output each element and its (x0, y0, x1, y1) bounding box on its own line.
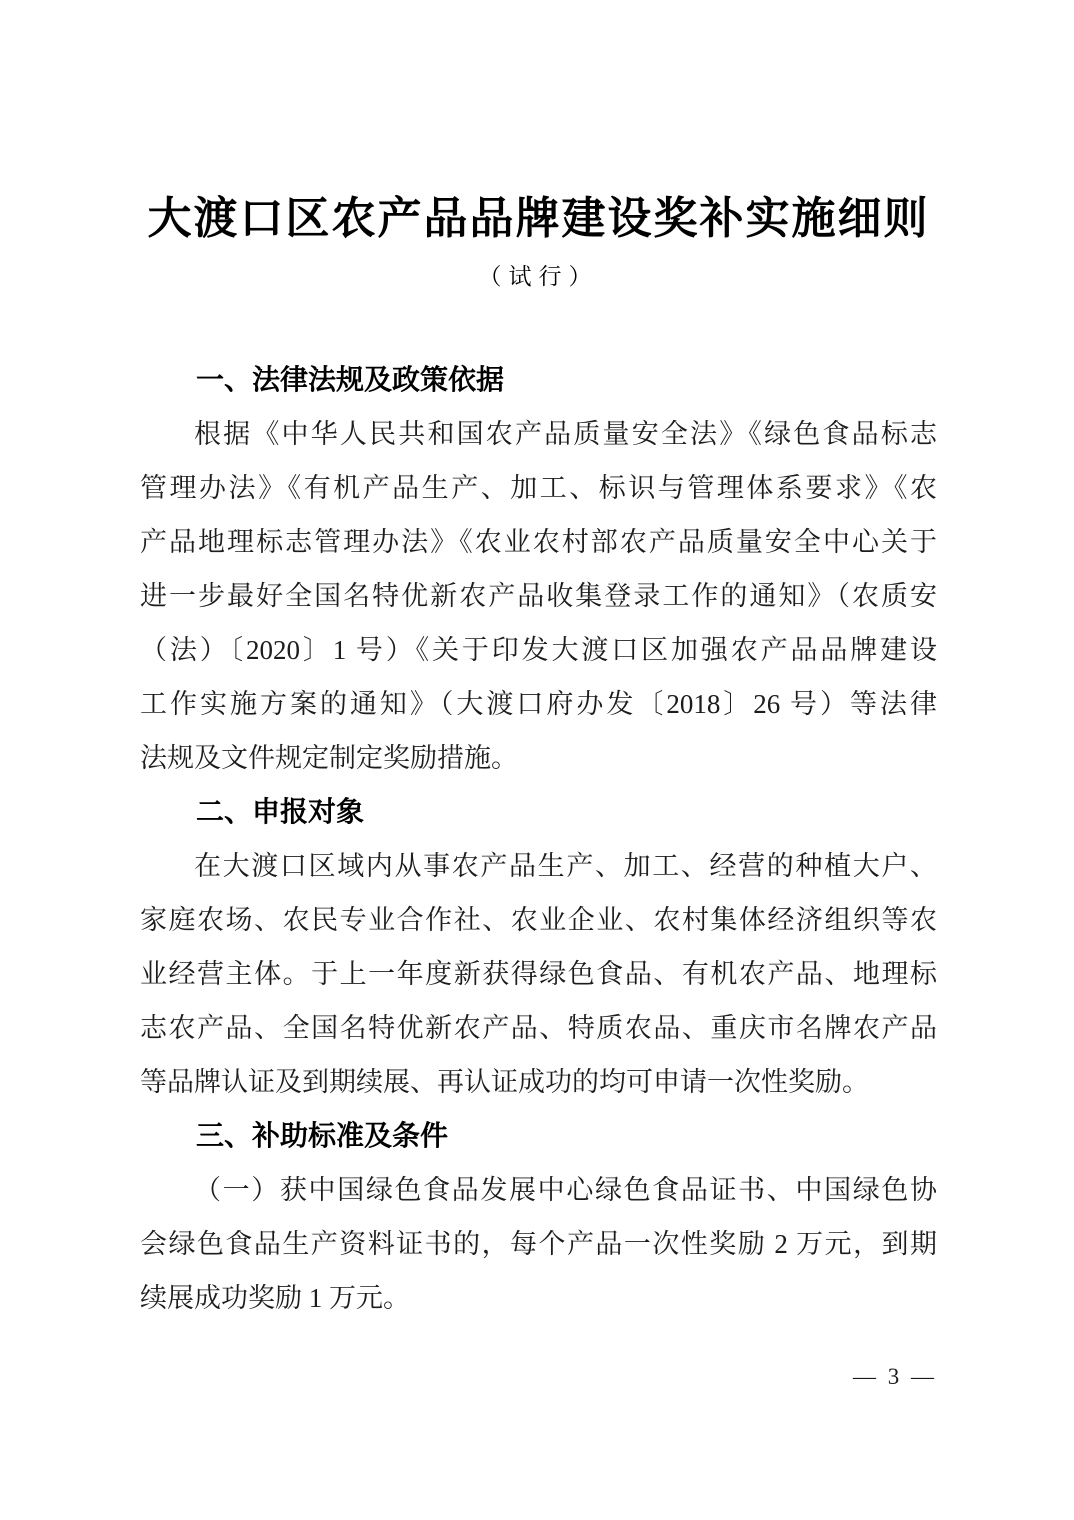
body-line: 法规及文件规定制定奖励措施。 (140, 742, 518, 773)
body-line: 产品地理标志管理办法》《农业农村部农产品质量安全中心关于 (140, 526, 937, 557)
document-body (140, 353, 937, 1325)
body-line: 家庭农场、农民专业合作社、农业企业、农村集体经济组织等农 (140, 904, 937, 935)
document-title: 大渡口区农产品品牌建设奖补实施细则 (147, 194, 930, 243)
body-line: 管理办法》《有机产品生产、加工、标识与管理体系要求》《农 (140, 472, 937, 503)
body-line: 会绿色食品生产资料证书的，每个产品一次性奖励 2 万元，到期 (140, 1228, 937, 1259)
body-line: 根据《中华人民共和国农产品质量安全法》《绿色食品标志 (194, 418, 937, 449)
document-content (140, 0, 937, 1325)
body-line: （一）获中国绿色食品发展中心绿色食品证书、中国绿色协 (194, 1174, 937, 1205)
body-line: （法）〔2020〕1 号）《关于印发大渡口区加强农产品品牌建设 (140, 634, 937, 665)
body-line: 续展成功奖励 1 万元。 (140, 1282, 410, 1313)
page-number: — 3 — (853, 1364, 937, 1389)
section-heading-subsidy-standards: 三、补助标准及条件 (196, 1119, 449, 1151)
body-line: 业经营主体。于上一年度新获得绿色食品、有机农产品、地理标 (140, 958, 937, 989)
body-line: 工作实施方案的通知》（大渡口府办发〔2018〕26 号）等法律 (140, 688, 937, 719)
document-subtitle: （试行） (478, 263, 599, 289)
section-heading-legal-basis: 一、法律法规及政策依据 (196, 363, 505, 395)
body-line: 志农产品、全国名特优新农产品、特质农品、重庆市名牌农产品 (140, 1012, 937, 1043)
body-line: 等品牌认证及到期续展、再认证成功的均可申请一次性奖励。 (140, 1066, 869, 1097)
body-line: 在大渡口区域内从事农产品生产、加工、经营的种植大户、 (194, 850, 937, 881)
body-line: 进一步最好全国名特优新农产品收集登录工作的通知》（农质安 (140, 580, 937, 611)
section-heading-applicants: 二、申报对象 (196, 795, 365, 827)
